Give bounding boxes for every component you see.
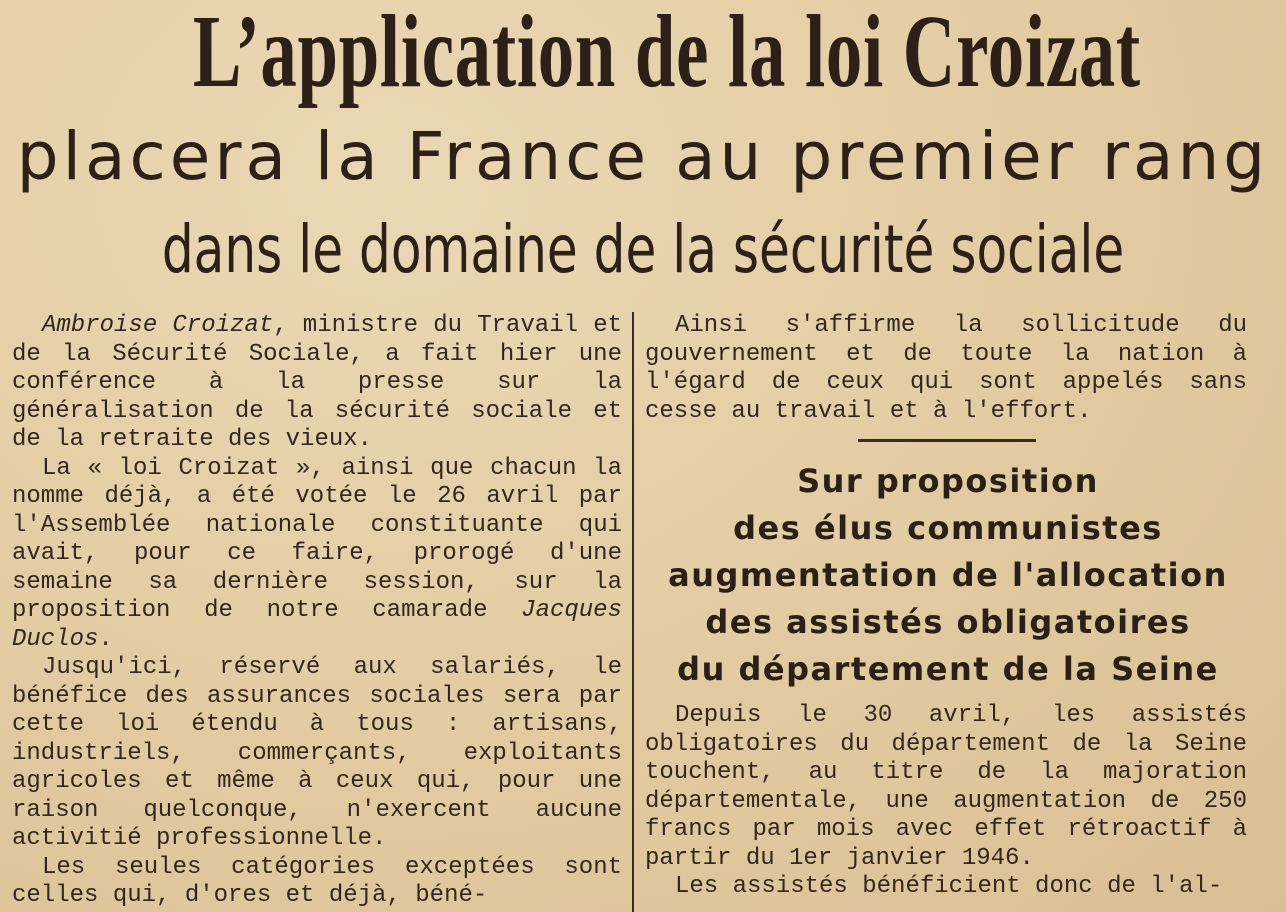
left-paragraph-2	[12, 455, 622, 655]
left-column	[12, 312, 622, 911]
right-paragraph-3: Les assistés bénéficient donc de l'al-	[675, 873, 1223, 900]
section-rule	[858, 439, 1036, 442]
left-paragraph-4: Les seules catégories exceptées sont celles qui, d'ores et déjà, béné-	[12, 853, 622, 909]
subheadline-line-1: Sur proposition	[797, 462, 1099, 500]
left-paragraph-3: Jusqu'ici, réservé aux salariés, le bénéfice des assurances sociales sera par cette loi étendu à tous : artisans, industriels, commerçants, exploitants agricoles et même à ceux qui, pour une raison quelconque, n'exercent aucune activitié professionnelle.	[12, 654, 622, 852]
left-paragraph-1	[12, 312, 622, 455]
cited-name: Jacques Duclos	[12, 597, 622, 653]
subheadline-line-4: des assistés obligatoires	[705, 603, 1191, 641]
right-paragraph-2: Depuis le 30 avril, les assistés obligatoires du département de la Seine touchent, au titre de la majoration départementale, une augmentation de 250 francs par mois avec effet rétroactif à partir du 1er janvier 1946.	[645, 702, 1247, 872]
subheadline	[642, 458, 1254, 693]
headline-line-2: placera la France au premier rang	[16, 118, 1270, 195]
subheadline-line-5: du département de la Seine	[677, 650, 1219, 688]
left-paragraph-2-text: La « loi Croizat », ainsi que chacun la nomme déjà, a été votée le 26 avril par l'Assemblée nationale constituante qui avait, pour ce faire, prorogé d'une semaine sa dernière session, sur la proposition de notre camarade	[12, 454, 622, 624]
left-paragraph-2-end: .	[98, 625, 113, 653]
subheadline-line-3: augmentation de l'allocation	[668, 556, 1228, 594]
headline-line-3: dans le domaine de la sécurité sociale	[161, 211, 1125, 288]
author-name: Ambroise Croizat	[42, 312, 274, 339]
right-paragraph-1: Ainsi s'affirme la sollicitude du gouvernement et de toute la nation à l'égard de ceux qui sont appelés sans cesse au travail et à l'effort.	[645, 312, 1247, 425]
headline-line-1: L’application de la loi Croizat	[192, 0, 1141, 109]
subheadline-line-2: des élus communistes	[733, 509, 1163, 547]
column-divider	[632, 312, 634, 912]
right-column-article	[645, 702, 1247, 902]
right-column	[645, 312, 1247, 426]
left-paragraph-1-text: , ministre du Travail et de la Sécurité Sociale, a fait hier une conférence à la presse sur la généralisation de la sécurité sociale et de la retraite des vieux.	[12, 312, 622, 453]
